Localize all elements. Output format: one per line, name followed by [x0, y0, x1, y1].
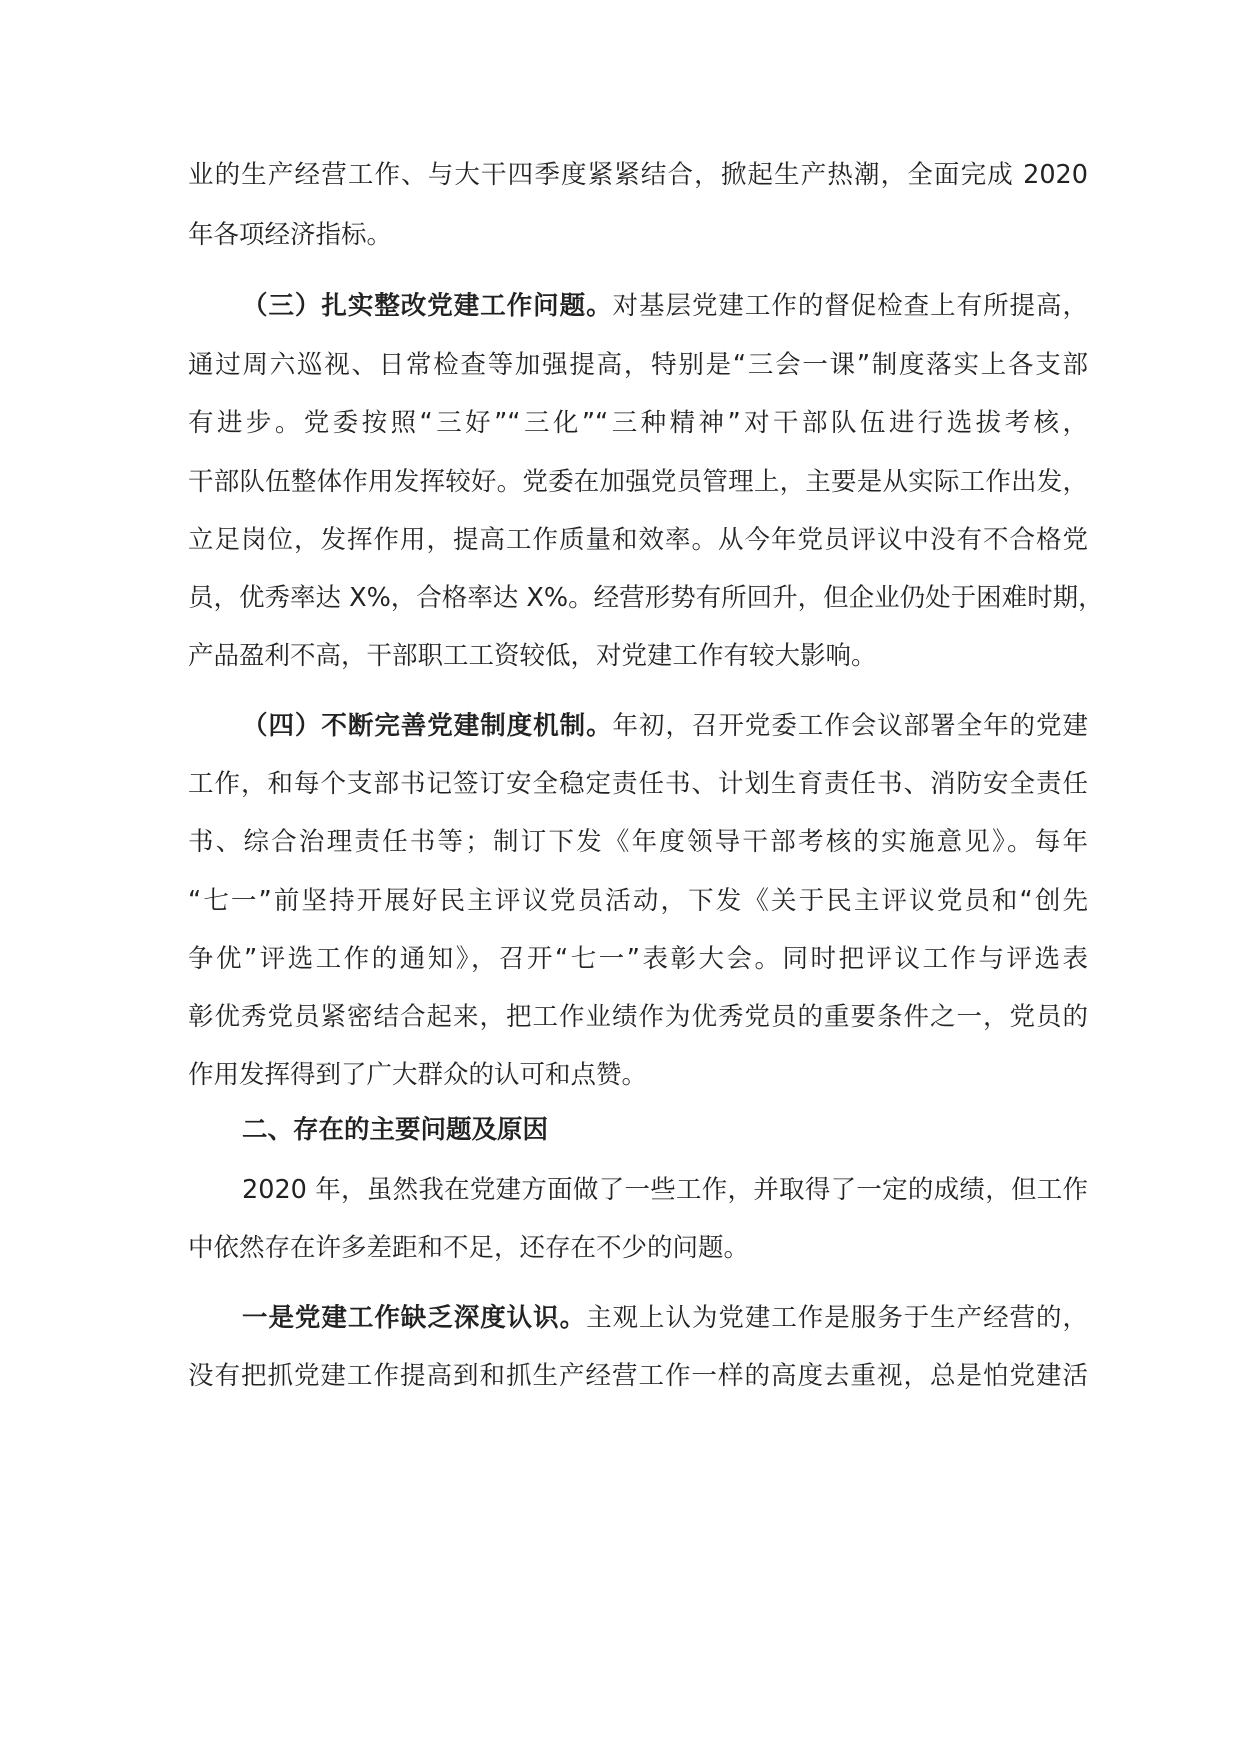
paragraph-text: 年初，召开党委工作会议部署全年的党建 — [612, 711, 1088, 741]
paragraph-first-line — [188, 1300, 1088, 1336]
paragraph-line: 业的生产经营工作、与大干四季度紧紧结合，掀起生产热潮，全面完成 2020 — [188, 160, 1088, 190]
paragraph-line: 工作，和每个支部书记签订安全稳定责任书、计划生育责任书、消防安全责任 — [188, 769, 1088, 799]
paragraph-line: 产品盈利不高，干部职工工资较低，对党建工作有较大影响。 — [188, 641, 877, 671]
paragraph-line: 年各项经济指标。 — [188, 220, 393, 250]
paragraph-heading: 一是党建工作缺乏深度认识。 — [242, 1303, 587, 1333]
paragraph-line: 争优”评选工作的通知》，召开“七一”表彰大会。同时把评议工作与评选表 — [188, 944, 1088, 974]
paragraph-line: 有进步。党委按照“三好”“三化”“三种精神”对干部队伍进行选拔考核， — [188, 408, 1088, 438]
paragraph-text: 对基层党建工作的督促检查上有所提高， — [612, 291, 1088, 321]
paragraph-line: 书、综合治理责任书等；制订下发《年度领导干部考核的实施意见》。每年 — [188, 827, 1088, 857]
section-heading: 二、存在的主要问题及原因 — [242, 1115, 549, 1145]
paragraph-line: 立足岗位，发挥作用，提高工作质量和效率。从今年党员评议中没有不合格党 — [188, 525, 1088, 555]
paragraph-line: 干部队伍整体作用发挥较好。党委在加强党员管理上，主要是从实际工作出发， — [188, 467, 1088, 497]
paragraph-line: 彰优秀党员紧密结合起来，把工作业绩作为优秀党员的重要条件之一，党员的 — [188, 1002, 1088, 1032]
paragraph-first-line: 2020 年，虽然我在党建方面做了一些工作，并取得了一定的成绩，但工作 — [242, 1175, 1088, 1205]
paragraph-line: 通过周六巡视、日常检查等加强提高，特别是“三会一课”制度落实上各支部 — [188, 350, 1088, 380]
paragraph-heading: （四）不断完善党建制度机制。 — [242, 711, 613, 741]
paragraph-line: 员，优秀率达 X%，合格率达 X%。经营形势有所回升，但企业仍处于困难时期， — [188, 583, 1104, 613]
paragraph-line: 作用发挥得到了广大群众的认可和点赞。 — [188, 1060, 648, 1090]
paragraph-heading: （三）扎实整改党建工作问题。 — [242, 291, 613, 321]
paragraph-line: 中依然存在许多差距和不足，还存在不少的问题。 — [188, 1233, 750, 1263]
paragraph-text: 主观上认为党建工作是服务于生产经营的， — [586, 1303, 1088, 1333]
paragraph-line: 没有把抓党建工作提高到和抓生产经营工作一样的高度去重视，总是怕党建活 — [188, 1361, 1088, 1391]
paragraph-first-line — [188, 708, 1088, 744]
paragraph-first-line — [188, 288, 1088, 324]
paragraph-line: “七一”前坚持开展好民主评议党员活动，下发《关于民主评议党员和“创先 — [188, 886, 1088, 916]
